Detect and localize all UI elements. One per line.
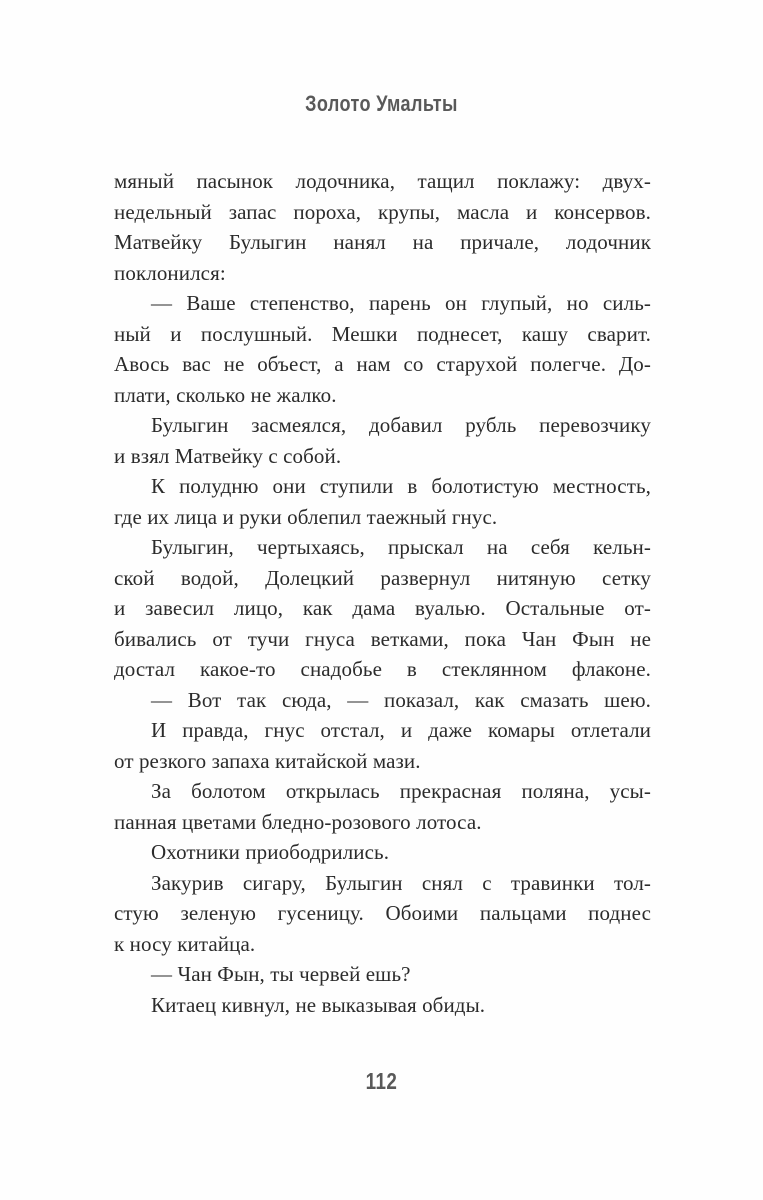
text-line: — Вот так сюда, — показал, как смазать шею. — [151, 687, 651, 712]
page-text-block — [114, 166, 651, 1020]
text-line: ской водой, Долецкий развернул нитяную сетку — [114, 565, 651, 590]
text-line: поклонился: — [114, 260, 226, 285]
page-number: 112 — [365, 1068, 398, 1094]
text-line: где их лица и руки облепил таежный гнус. — [114, 504, 498, 529]
text-line: к носу китайца. — [114, 931, 256, 956]
text-line: Китаец кивнул, не выказывая обиды. — [151, 992, 486, 1017]
text-line: недельный запас пороха, крупы, масла и консервов. — [114, 199, 651, 224]
text-line: плати, сколько не жалко. — [114, 382, 337, 407]
text-line: И правда, гнус отстал, и даже комары отлетали — [151, 718, 651, 742]
text-line: от резкого запаха китайской мази. — [114, 748, 421, 773]
text-line: мяный пасынок лодочника, тащил поклажу: двух- — [114, 169, 651, 193]
text-line: — Ваше степенство, парень он глупый, но силь- — [151, 291, 651, 315]
running-title: Золото Умальты — [305, 91, 458, 116]
text-line: К полудню они ступили в болотистую местность, — [151, 474, 651, 498]
text-line: Булыгин засмеялся, добавил рубль перевозчику — [151, 413, 651, 437]
text-line: Авось вас не объест, а нам со старухой полегче. До- — [114, 352, 651, 376]
text-line: Матвейку Булыгин нанял на причале, лодочник — [114, 230, 651, 254]
text-line: Охотники приободрились. — [151, 840, 390, 864]
text-line: бивались от тучи гнуса ветками, пока Чан Фын не — [114, 626, 651, 651]
text-line: Закурив сигару, Булыгин снял с травинки тол- — [151, 870, 651, 895]
text-line: ный и послушный. Мешки поднесет, кашу сварит. — [114, 321, 651, 346]
text-line: и завесил лицо, как дама вуалью. Остальные от- — [114, 596, 651, 620]
text-line: — Чан Фын, ты червей ешь? — [151, 962, 411, 986]
text-line: Булыгин, чертыхаясь, прыскал на себя кельн- — [151, 535, 651, 559]
text-line: За болотом открылась прекрасная поляна, усы- — [151, 779, 651, 803]
text-line: панная цветами бледно-розового лотоса. — [114, 809, 482, 834]
text-line: достал какое-то снадобье в стеклянном флаконе. — [114, 657, 651, 681]
text-line: и взял Матвейку с собой. — [114, 443, 342, 468]
text-line: стую зеленую гусеницу. Обоими пальцами поднес — [114, 901, 651, 925]
